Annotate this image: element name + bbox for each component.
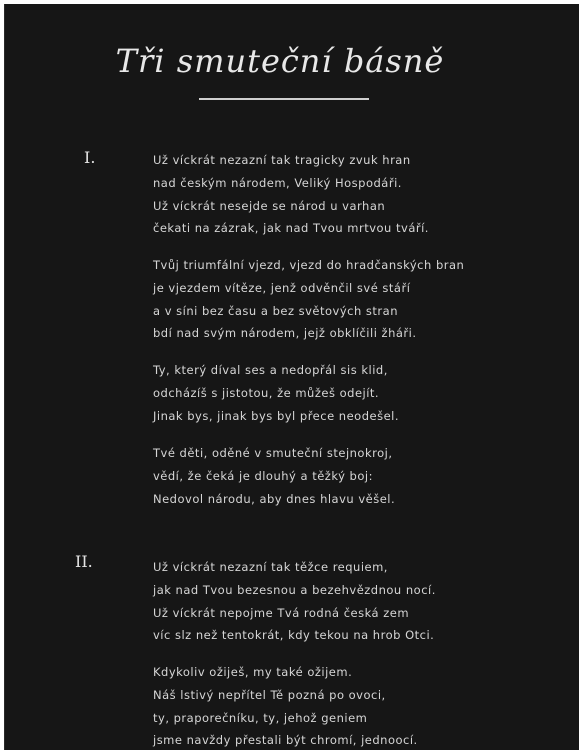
verse-line: a v síni bez času a bez světových stran	[153, 303, 398, 318]
stanza-2-2	[153, 661, 418, 750]
verse-line: je vjezdem vítěze, jenž odvěnčil své stáří	[153, 280, 411, 295]
verse-line: Tvůj triumfální vjezd, vjezd do hradčanských bran	[153, 258, 465, 272]
stanza-1-1	[153, 149, 429, 240]
section-numeral-2: II.	[75, 552, 93, 571]
verse-line: jsme navždy přestali být chromí, jednoocí.	[153, 733, 418, 748]
verse-line: Už víckrát nesejde se národ u varhan	[153, 198, 386, 213]
verse-line: Kdykoliv ožiješ, my také ožijem.	[153, 665, 353, 679]
verse-line: vědí, že čeká je dlouhý a těžký boj:	[153, 468, 373, 483]
stanza-2-1	[153, 556, 436, 647]
verse-line: víc slz než tentokrát, kdy tekou na hrob Otci.	[153, 628, 435, 643]
section-numeral-1: I.	[84, 148, 96, 167]
verse-line: Už víckrát nepojme Tvá rodná česká zem	[153, 605, 410, 620]
stanza-1-3	[153, 359, 399, 427]
verse-line: odcházíš s jistotou, že můžeš odejít.	[153, 385, 380, 400]
verse-line: jak nad Tvou bezesnou a bezehvězdnou nocí.	[153, 582, 436, 597]
poem-collection-title: Tři smuteční básně	[115, 42, 445, 80]
verse-line: Už víckrát nezazní tak tragicky zvuk hran	[153, 153, 411, 167]
verse-line: Jinak bys, jinak bys byl přece neodešel.	[153, 408, 399, 423]
verse-line: ty, praporečníku, ty, jehož geniem	[153, 710, 368, 725]
verse-line: Tvé děti, oděné v smuteční stejnokroj,	[153, 446, 393, 460]
black-sheet	[4, 4, 579, 750]
verse-line: Už víckrát nezazní tak těžce requiem,	[153, 560, 388, 574]
verse-line: čekati na zázrak, jak nad Tvou mrtvou tváří.	[153, 221, 429, 236]
verse-line: Ty, který díval ses a nedopřál sis klid,	[153, 363, 388, 377]
title-underline-rule	[199, 98, 369, 100]
verse-line: nad českým národem, Veliký Hospodáři.	[153, 175, 402, 190]
verse-line: bdí nad svým národem, jejž obklíčili žháři.	[153, 326, 417, 341]
verse-line: Náš lstivý nepřítel Tě pozná po ovoci,	[153, 687, 386, 702]
stanza-1-2	[153, 254, 464, 345]
verse-line: Nedovol národu, aby dnes hlavu věšel.	[153, 491, 396, 506]
stanza-1-4	[153, 442, 395, 510]
